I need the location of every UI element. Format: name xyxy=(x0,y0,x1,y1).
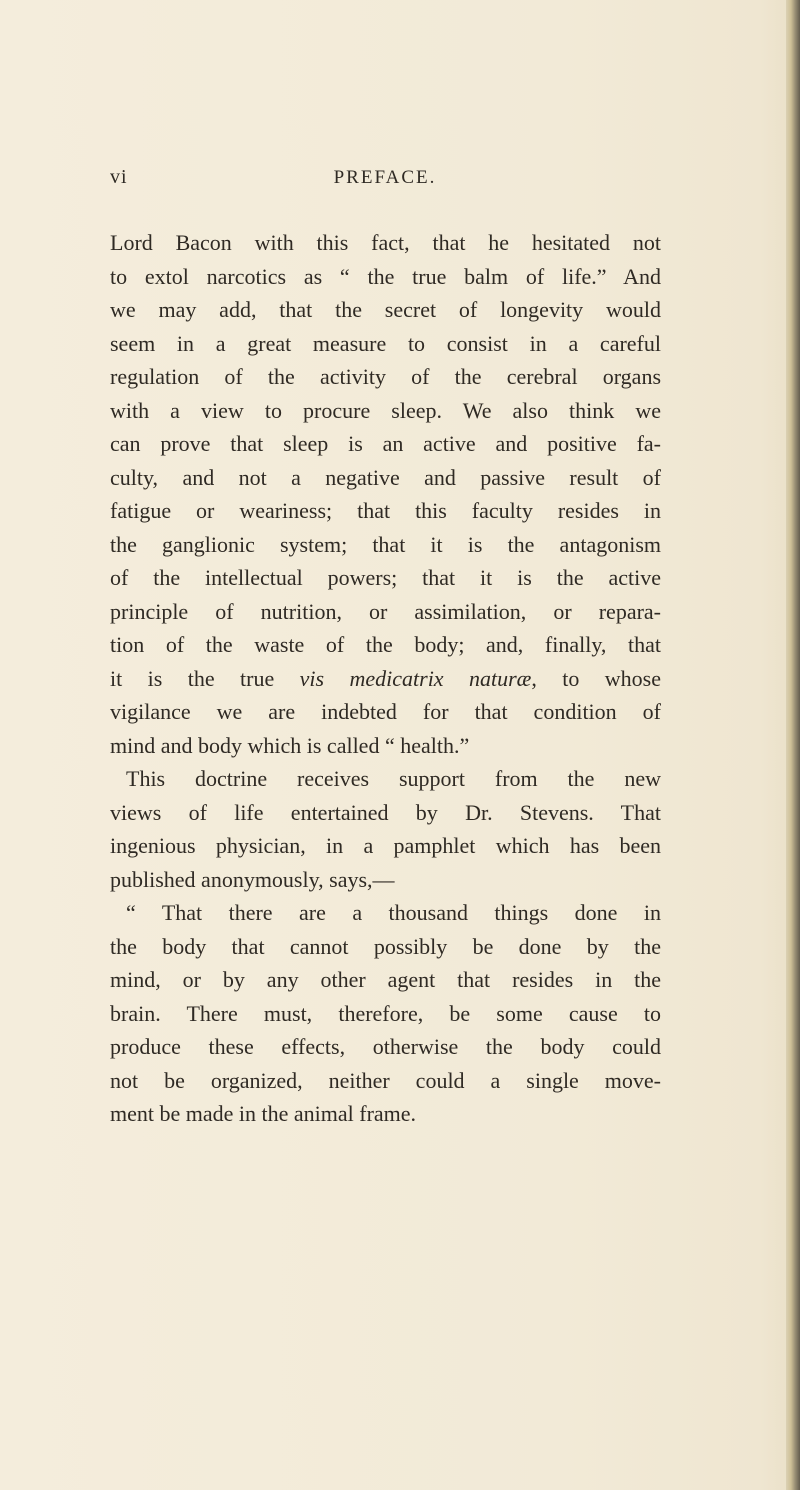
text-line: views of life entertained by Dr. Stevens. That xyxy=(110,799,661,825)
text-line: tion of the waste of the body; and, finally, that xyxy=(110,632,661,657)
text-line: vigilance we are indebted for that condition of xyxy=(110,699,661,724)
text-line: can prove that sleep is an active and positive fa- xyxy=(110,431,661,456)
text-line: it is the true vis medicatrix naturæ, to whose xyxy=(110,665,661,691)
text-line: not be organized, neither could a single move- xyxy=(110,1067,661,1093)
running-title: PREFACE. xyxy=(333,167,437,188)
running-head xyxy=(110,166,660,192)
text-line: published anonymously, says,— xyxy=(110,866,395,892)
text-line: with a view to procure sleep. We also think we xyxy=(110,397,661,423)
text-line: to extol narcotics as “ the true balm of life.” And xyxy=(110,263,661,289)
text-line: ingenious physician, in a pamphlet which has been xyxy=(110,833,661,858)
text-line: fatigue or weariness; that this faculty resides in xyxy=(110,498,661,523)
text-line: ment be made in the animal frame. xyxy=(110,1101,417,1126)
text-line: the ganglionic system; that it is the antagonism xyxy=(110,531,661,557)
text-line: produce these effects, otherwise the body could xyxy=(110,1034,661,1059)
page-number: vi xyxy=(110,166,128,188)
text-line: seem in a great measure to consist in a careful xyxy=(110,330,661,356)
text-line: “ That there are a thousand things done in xyxy=(126,900,661,925)
page-edge-shadow xyxy=(786,0,800,1490)
text-line: mind, or by any other agent that resides in the xyxy=(110,967,661,992)
text-line: regulation of the activity of the cerebral organs xyxy=(110,364,661,389)
text-line: of the intellectual powers; that it is the active xyxy=(110,565,661,590)
text-line: we may add, that the secret of longevity would xyxy=(110,297,661,322)
text-line: the body that cannot possibly be done by the xyxy=(110,933,661,959)
latin-phrase: vis medicatrix naturæ xyxy=(299,665,532,691)
text-line: Lord Bacon with this fact, that he hesitated not xyxy=(110,230,661,255)
body-text xyxy=(110,226,661,1131)
text-line: culty, and not a negative and passive result of xyxy=(110,464,661,490)
text-line: This doctrine receives support from the new xyxy=(126,766,661,791)
text-line: mind and body which is called “ health.” xyxy=(110,732,470,758)
text-line: brain. There must, therefore, be some cause to xyxy=(110,1000,661,1026)
text-line: principle of nutrition, or assimilation, or repara- xyxy=(110,598,661,624)
